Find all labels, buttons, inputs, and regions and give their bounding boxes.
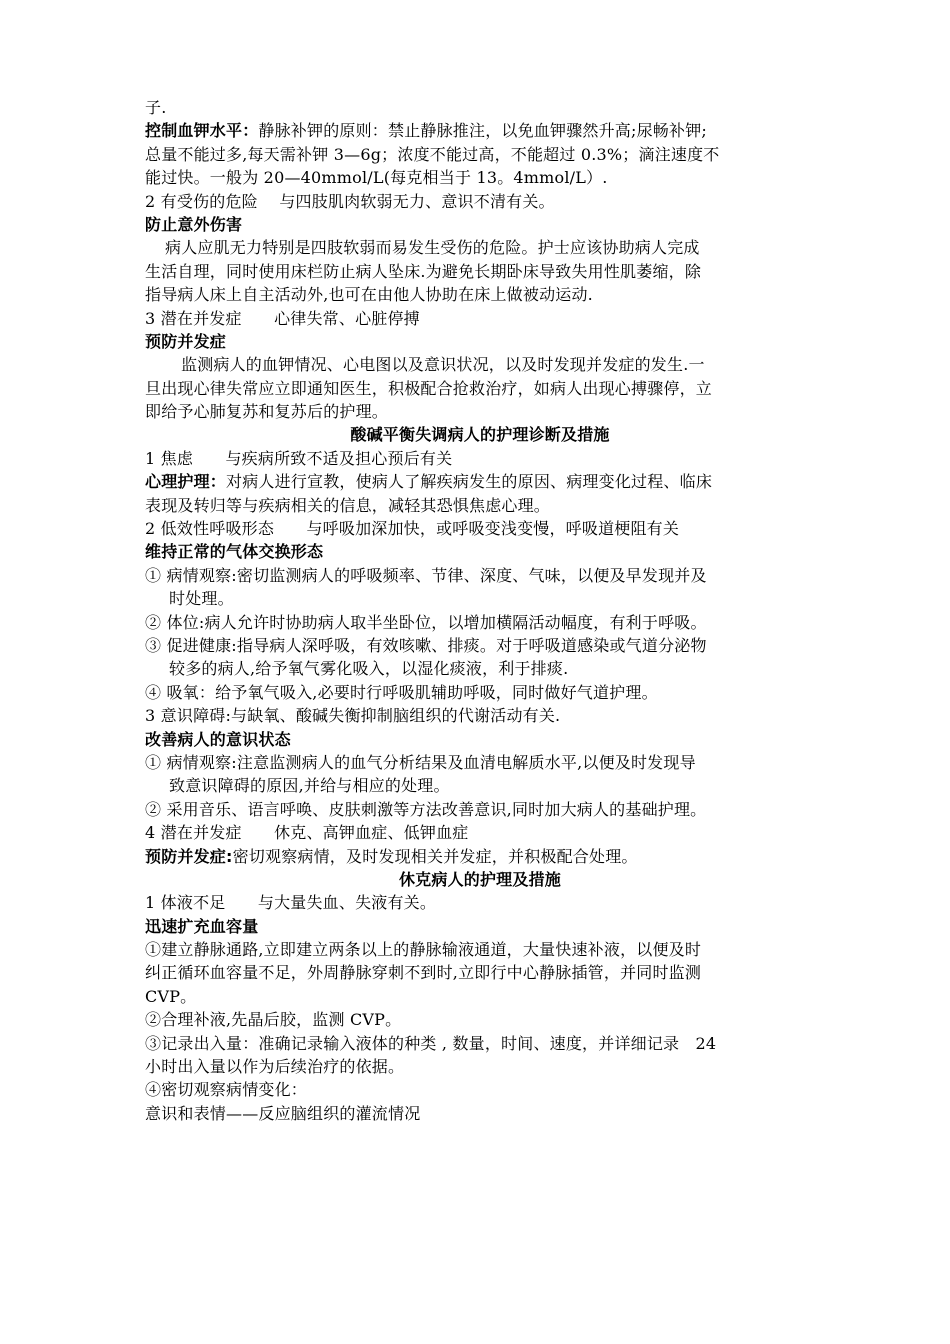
text-line [145,353,815,376]
line-text: 即给予心肺复苏和复苏后的护理。 [145,402,389,422]
text-line [145,798,815,821]
text-line [145,307,815,330]
text-line [145,704,815,727]
line-text: ③记录出入量：准确记录输入液体的种类 , 数量，时间、速度，并详细记录 24 [145,1033,717,1053]
text-line [145,377,815,400]
bold-label: 预防并发症 [145,331,227,351]
line-text: 能过快。一般为 20—40mmol/L(每克相当于 13。4mmol/L）. [145,168,608,188]
document-page [145,96,815,1125]
text-line [145,985,815,1008]
line-text: ①建立静脉通路,立即建立两条以上的静脉输液通道，大量快速补液，以便及时 [145,940,702,960]
text-line [145,1078,815,1101]
line-text: 1 焦虑 与疾病所致不适及担心预后有关 [145,448,453,468]
line-text: 3 潜在并发症 心律失常、心脏停搏 [145,308,420,328]
text-line [145,611,815,634]
text-line [145,517,815,540]
bold-label: 预防并发症: [145,846,233,866]
text-line [145,236,815,259]
text-line [145,494,815,517]
line-text: 生活自理，同时使用床栏防止病人坠床.为避免长期卧床导致失用性肌萎缩，除 [145,261,702,281]
line-text: 监测病人的血钾情况、心电图以及意识状况，以及时发现并发症的发生.一 [181,355,705,375]
text-line [145,1008,815,1031]
line-text: 4 潜在并发症 休克、高钾血症、低钾血症 [145,823,469,843]
text-line [145,96,815,119]
line-text: 1 体液不足 与大量失血、失液有关。 [145,893,437,913]
text-line [145,260,815,283]
bold-label: 维持正常的气体交换形态 [145,542,324,562]
line-text: 小时出入量以作为后续治疗的依据。 [145,1057,405,1077]
line-text: 意识和表情——反应脑组织的灌流情况 [145,1103,421,1123]
text-line [145,283,815,306]
bold-label: 改善病人的意识状态 [145,729,291,749]
text-line [145,891,815,914]
text-line [145,587,815,610]
line-text: 病人应肌无力特别是四肢软弱而易发生受伤的危险。护士应该协助病人完成 [165,238,700,258]
text-line [145,1055,815,1078]
text-line [145,681,815,704]
text-line [145,634,815,657]
line-text: 较多的病人,给予氧气雾化吸入，以湿化痰液，利于排痰. [169,659,569,679]
line-text: 指导病人床上自主活动外,也可在由他人协助在床上做被动运动. [145,285,593,305]
text-line [145,774,815,797]
line-text: ②合理补液,先晶后胶，监测 CVP。 [145,1010,402,1030]
line-text: ② 体位:病人允许时协助病人取半坐卧位，以增加横隔活动幅度，有利于呼吸。 [145,612,707,632]
bold-label: 心理护理： [145,472,227,492]
line-text: ② 采用音乐、语言呼唤、皮肤刺激等方法改善意识,同时加大病人的基础护理。 [145,799,707,819]
line-text: ① 病情观察:注意监测病人的血气分析结果及血清电解质水平,以便及时发现导 [145,752,696,772]
line-text: 子. [145,98,167,117]
bold-label: 休克病人的护理及措施 [398,869,561,889]
line-text: 2 低效性呼吸形态 与呼吸加深加快，或呼吸变浅变慢，呼吸道梗阻有关 [145,519,680,539]
line-text: 静脉补钾的原则：禁止静脉推注，以免血钾骤然升高;尿畅补钾; [258,121,707,141]
text-line [145,1102,815,1125]
line-text: CVP。 [145,986,197,1006]
text-line [145,166,815,189]
section-heading [145,213,815,236]
text-line [145,751,815,774]
section-heading [145,728,815,751]
line-text: 2 有受伤的危险 与四肢肌肉软弱无力、意识不清有关。 [145,191,555,211]
section-heading [145,915,815,938]
line-text: 3 意识障碍:与缺氧、酸碱失衡抑制脑组织的代谢活动有关. [145,706,561,726]
bold-label: 迅速扩充血容量 [145,916,259,936]
line-text: 致意识障碍的原因,并给与相应的处理。 [169,776,450,796]
bold-label: 酸碱平衡失调病人的护理诊断及措施 [350,425,610,445]
line-text: ④ 吸氧：给予氧气吸入,必要时行呼吸肌辅助呼吸，同时做好气道护理。 [145,682,658,702]
line-text: 旦出现心律失常应立即通知医生，积极配合抢救治疗，如病人出现心搏骤停，立 [145,378,713,398]
text-line [145,1032,815,1055]
line-text: 密切观察病情，及时发现相关并发症，并积极配合处理。 [232,846,638,866]
text-line [145,961,815,984]
line-text: 时处理。 [169,589,234,609]
text-line [145,845,815,868]
section-heading [145,330,815,353]
text-line [145,143,815,166]
section-heading [145,423,815,446]
text-line [145,447,815,470]
line-text: 总量不能过多,每天需补钾 3—6g；浓度不能过高，不能超过 0.3%；滴注速度不 [145,144,720,164]
text-line [145,470,815,493]
text-line [145,938,815,961]
line-text: 对病人进行宣教，使病人了解疾病发生的原因、病理变化过程、临床 [226,472,713,492]
text-line [145,564,815,587]
text-line [145,119,815,142]
text-line [145,400,815,423]
text-line [145,190,815,213]
bold-label: 控制血钾水平： [145,121,259,141]
line-text: ③ 促进健康:指导病人深呼吸，有效咳嗽、排痰。对于呼吸道感染或气道分泌物 [145,635,707,655]
line-text: 纠正循环血容量不足，外周静脉穿刺不到时,立即行中心静脉插管，并同时监测 [145,963,702,983]
section-heading [145,540,815,563]
section-heading [145,868,815,891]
bold-label: 防止意外伤害 [145,214,243,234]
text-line [145,657,815,680]
line-text: 表现及转归等与疾病相关的信息，减轻其恐惧焦虑心理。 [145,495,551,515]
line-text: ④密切观察病情变化： [145,1080,308,1100]
text-line [145,821,815,844]
line-text: ① 病情观察:密切监测病人的呼吸频率、节律、深度、气味，以便及早发现并及 [145,565,707,585]
